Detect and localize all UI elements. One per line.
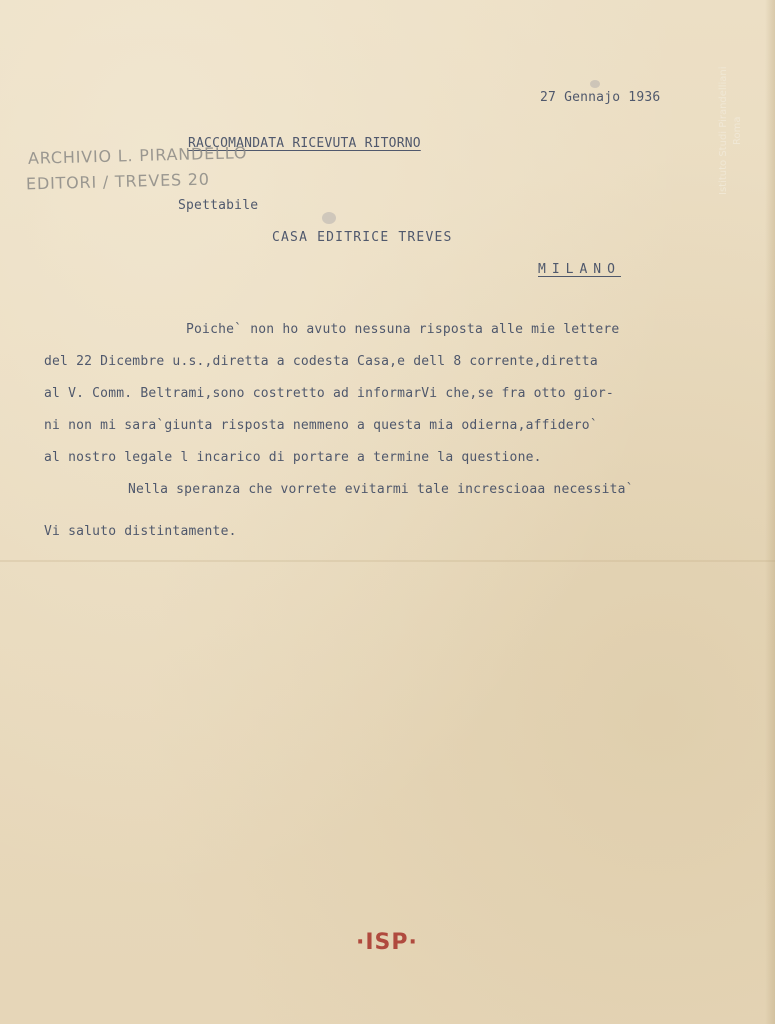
archive-handwritten-note-line2: EDITORI / TREVES 20 bbox=[25, 169, 210, 194]
recipient-city: MILANO bbox=[538, 262, 621, 277]
closing-line: Nella speranza che vorrete evitarmi tale increscioaa necessita` bbox=[128, 482, 634, 497]
body-line-5: al nostro legale l incarico di portare a termine la questione. bbox=[44, 450, 542, 465]
recipient-name: CASA EDITRICE TREVES bbox=[272, 230, 453, 245]
archive-stamp-line2: Roma bbox=[732, 116, 743, 146]
body-line-1: Poiche` non ho avuto nessuna risposta alle mie lettere bbox=[186, 322, 620, 337]
letter-header-title: RACCOMANDATA RICEVUTA RITORNO bbox=[188, 136, 421, 151]
ink-smudge bbox=[322, 212, 336, 224]
isp-logo: ·ISP· bbox=[356, 930, 418, 955]
letter-date: 27 Gennajo 1936 bbox=[540, 90, 661, 105]
paper-edge bbox=[765, 0, 775, 1024]
body-line-2: del 22 Dicembre u.s.,diretta a codesta Casa,e dell 8 corrente,diretta bbox=[44, 354, 598, 369]
paper-fold-line bbox=[0, 560, 775, 562]
archive-handwritten-note-line1: ARCHIVIO L. PIRANDELLO bbox=[27, 143, 248, 168]
ink-smudge bbox=[590, 80, 600, 88]
archive-stamp bbox=[717, 56, 747, 206]
salutation-prefix: Spettabile bbox=[178, 198, 259, 213]
archive-stamp-line1: Istituto Studi Pirandelliani bbox=[718, 66, 729, 196]
body-line-3: al V. Comm. Beltrami,sono costretto ad informarVi che,se fra otto gior- bbox=[44, 386, 614, 401]
farewell: Vi saluto distintamente. bbox=[44, 524, 237, 539]
body-line-4: ni non mi sara`giunta risposta nemmeno a questa mia odierna,affidero` bbox=[44, 418, 598, 433]
